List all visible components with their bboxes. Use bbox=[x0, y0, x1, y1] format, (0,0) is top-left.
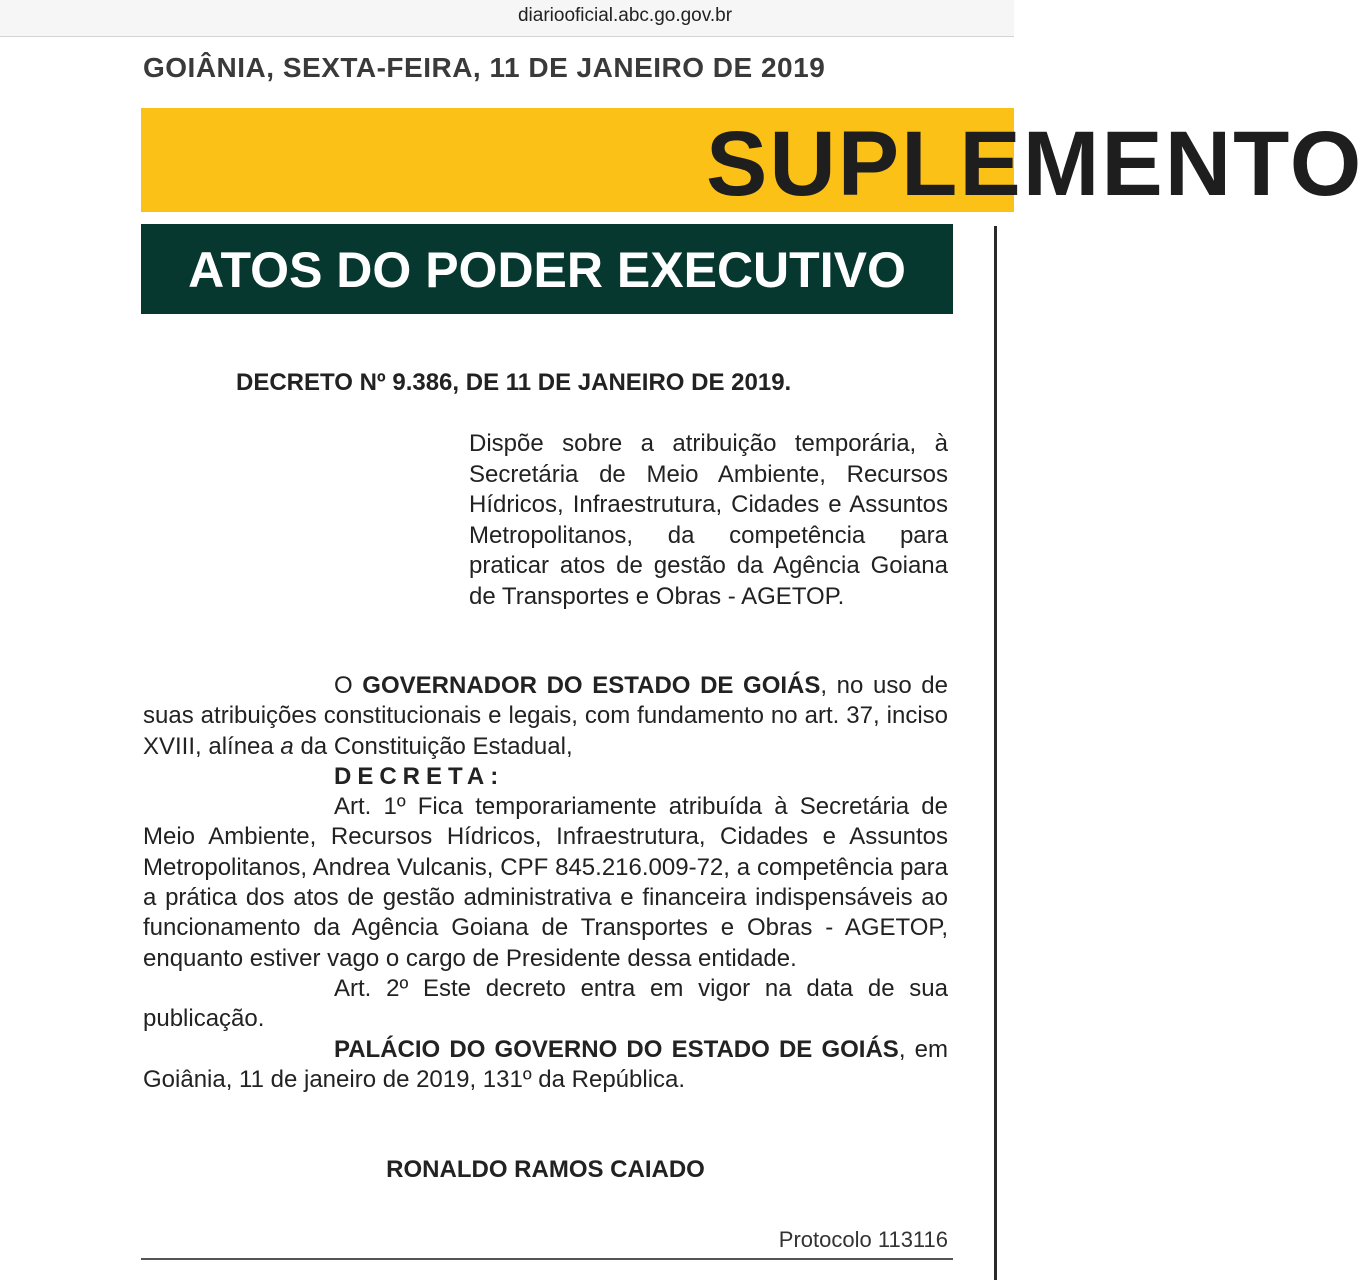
decreta-heading: DECRETA: bbox=[334, 762, 505, 790]
closing-paragraph bbox=[143, 1035, 948, 1096]
supplement-banner bbox=[141, 108, 1363, 215]
dateline: GOIÂNIA, SEXTA-FEIRA, 11 DE JANEIRO DE 2019 bbox=[143, 52, 826, 83]
signer-name: RONALDO RAMOS CAIADO bbox=[386, 1156, 705, 1183]
decree-title: DECRETO Nº 9.386, DE 11 DE JANEIRO DE 2019. bbox=[236, 369, 792, 396]
preamble-text: , no uso de suas atribuições constitucionais e legais, com fundamento no art. 37, inciso XVIII, alínea bbox=[143, 672, 948, 760]
column-divider bbox=[994, 226, 997, 1280]
decree-body bbox=[143, 671, 948, 1095]
palace-name: PALÁCIO DO GOVERNO DO ESTADO DE GOIÁS bbox=[334, 1035, 899, 1063]
article-2: Art. 2º Este decreto entra em vigor na data de sua publicação. bbox=[143, 974, 948, 1033]
closing-text: , em Goiânia, 11 de janeiro de 2019, 131º da República. bbox=[143, 1035, 948, 1093]
preamble bbox=[143, 671, 948, 762]
section-title: ATOS DO PODER EXECUTIVO bbox=[188, 242, 906, 298]
browser-address-bar[interactable] bbox=[0, 0, 1014, 37]
protocol-number: Protocolo 113116 bbox=[778, 1227, 948, 1252]
preamble-suffix: da Constituição Estadual, bbox=[293, 732, 573, 760]
url-text[interactable]: diariooficial.abc.go.gov.br bbox=[517, 5, 733, 26]
decree-ementa: Dispõe sobre a atribuição temporária, à Secretária de Meio Ambiente, Recursos Hídricos, Infraestrutura, Cidades e Assuntos Metropolitanos, da competência para praticar atos de gestão da Agência Goiana de Transportes e Obras - AGETOP. bbox=[469, 430, 948, 610]
governor-title: GOVERNADOR DO ESTADO DE GOIÁS bbox=[362, 672, 821, 699]
banner-title: SUPLEMENTO bbox=[706, 113, 1363, 215]
article-1: Art. 1º Fica temporariamente atribuída à Secretária de Meio Ambiente, Recursos Hídricos, Infraestrutura, Cidades e Assuntos Metropolitanos, Andrea Vulcanis, CPF 845.216.009-72, a competência para a prática dos atos de gestão administrativa e financeira indispensáveis ao funcionamento da Agência Goiana de Transportes e Obras - AGETOP, enquanto estiver vago o cargo de Presidente dessa entidade. bbox=[143, 793, 948, 972]
preamble-prefix: O bbox=[334, 672, 363, 699]
alinea-letter: a bbox=[280, 732, 294, 760]
bottom-divider bbox=[141, 1258, 953, 1260]
section-header bbox=[141, 224, 953, 314]
